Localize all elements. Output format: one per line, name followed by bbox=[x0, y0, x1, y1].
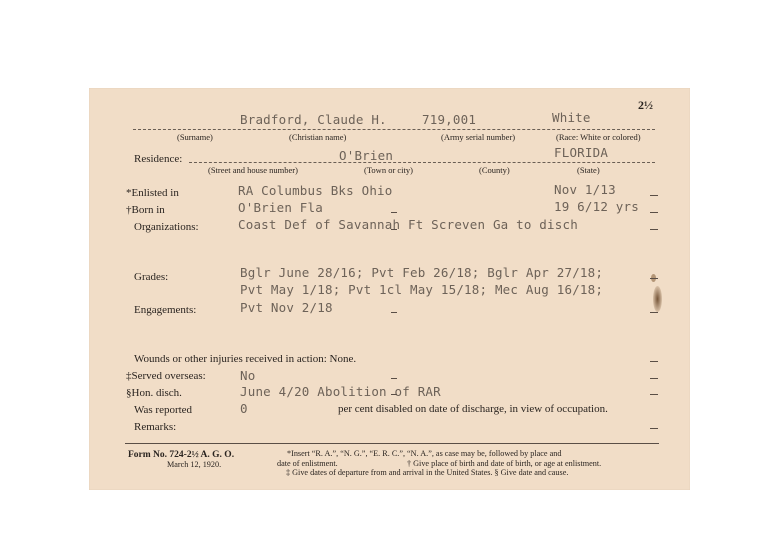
remarks-label: Remarks: bbox=[134, 421, 177, 433]
tick-mark bbox=[650, 378, 658, 379]
tick-mark bbox=[391, 394, 397, 395]
label-army-serial: (Army serial number) bbox=[441, 132, 516, 142]
overseas-label bbox=[126, 370, 206, 382]
organizations-label: Organizations: bbox=[134, 221, 199, 233]
discharge-value: June 4/20 Abolition of RAR bbox=[240, 384, 441, 399]
label-christian-name: (Christian name) bbox=[289, 132, 347, 142]
footnote-line-1: *Insert “R. A.”, “N. G.”, “E. R. C.”, “N. A.”, as case may be, followed by place and bbox=[287, 449, 562, 458]
discharge-label bbox=[126, 387, 182, 399]
corner-mark: 2½ bbox=[638, 98, 653, 112]
tick-mark bbox=[391, 312, 397, 313]
tick-mark bbox=[650, 212, 658, 213]
tick-mark bbox=[391, 378, 397, 379]
overseas-value: No bbox=[240, 368, 256, 383]
engagements-label: Engagements: bbox=[134, 304, 197, 316]
soldier-name: Bradford, Claude H. bbox=[240, 112, 387, 127]
enlisted-place: RA Columbus Bks Ohio bbox=[238, 183, 393, 198]
grades-line-1: Bglr June 28/16; Pvt Feb 26/18; Bglr Apr 27/18; bbox=[240, 265, 604, 280]
label-state: (State) bbox=[577, 165, 600, 175]
tick-mark bbox=[650, 195, 658, 196]
rule-residence bbox=[189, 162, 655, 163]
residence-state: FLORIDA bbox=[554, 145, 609, 160]
label-race: (Race: White or colored) bbox=[556, 132, 641, 142]
race: White bbox=[552, 110, 591, 125]
enlisted-label bbox=[126, 187, 179, 199]
footnote-mark-section: § bbox=[126, 387, 132, 399]
tick-mark bbox=[650, 428, 658, 429]
wounds-line bbox=[134, 353, 356, 365]
army-serial-number: 719,001 bbox=[422, 112, 477, 127]
rule-row1 bbox=[133, 129, 655, 130]
reported-text: per cent disabled on date of discharge, in view of occupation. bbox=[338, 403, 608, 415]
born-age: 19 6/12 yrs bbox=[554, 199, 639, 214]
footnote-mark-double-dagger: ‡ bbox=[126, 370, 132, 382]
residence-town: O'Brien bbox=[339, 148, 394, 163]
footnote-line-2b: † Give place of birth and date of birth, or age at enlistment. bbox=[407, 459, 602, 468]
grades-label: Grades: bbox=[134, 271, 169, 283]
born-place: O'Brien Fla bbox=[238, 200, 323, 215]
ink-stain bbox=[653, 286, 662, 312]
tick-mark bbox=[391, 212, 397, 213]
wounds-value: None. bbox=[329, 353, 357, 365]
overseas-label-text: Served overseas: bbox=[131, 370, 206, 382]
tick-mark bbox=[650, 394, 658, 395]
form-date: March 12, 1920. bbox=[167, 460, 222, 469]
footnote-line-3: ‡ Give dates of departure from and arrival in the United States. § Give date and cause. bbox=[286, 468, 569, 477]
grades-line-2: Pvt May 1/18; Pvt 1cl May 15/18; Mec Aug 16/18; bbox=[240, 282, 604, 297]
footer-rule bbox=[125, 443, 659, 444]
label-county: (County) bbox=[479, 165, 510, 175]
reported-value: 0 bbox=[240, 401, 248, 416]
engagements-value: Pvt Nov 2/18 bbox=[240, 300, 333, 315]
discharge-label-text: Hon. disch. bbox=[131, 387, 182, 399]
service-record-card bbox=[89, 88, 690, 490]
label-street: (Street and house number) bbox=[208, 165, 298, 175]
label-town: (Town or city) bbox=[364, 165, 413, 175]
enlisted-date: Nov 1/13 bbox=[554, 182, 616, 197]
organizations-value: Coast Def of Savannah Ft Screven Ga to disch bbox=[238, 217, 578, 232]
tick-mark bbox=[650, 278, 658, 279]
tick-mark bbox=[650, 361, 658, 362]
reported-label: Was reported bbox=[134, 404, 193, 416]
born-label bbox=[126, 204, 165, 216]
tick-mark bbox=[650, 312, 658, 313]
wounds-label: Wounds or other injuries received in action: bbox=[134, 353, 327, 365]
footnote-mark-dagger: † bbox=[126, 204, 132, 216]
form-number: Form No. 724-2½ A. G. O. bbox=[128, 450, 235, 460]
footnote-line-2a: date of enlistment. bbox=[277, 459, 338, 468]
footnote-mark-asterisk: * bbox=[126, 187, 132, 199]
tick-mark bbox=[650, 229, 658, 230]
tick-mark bbox=[391, 229, 397, 230]
label-surname: (Surname) bbox=[177, 132, 213, 142]
born-label-text: Born in bbox=[131, 204, 165, 216]
enlisted-label-text: Enlisted in bbox=[131, 187, 179, 199]
residence-label: Residence: bbox=[134, 153, 183, 165]
